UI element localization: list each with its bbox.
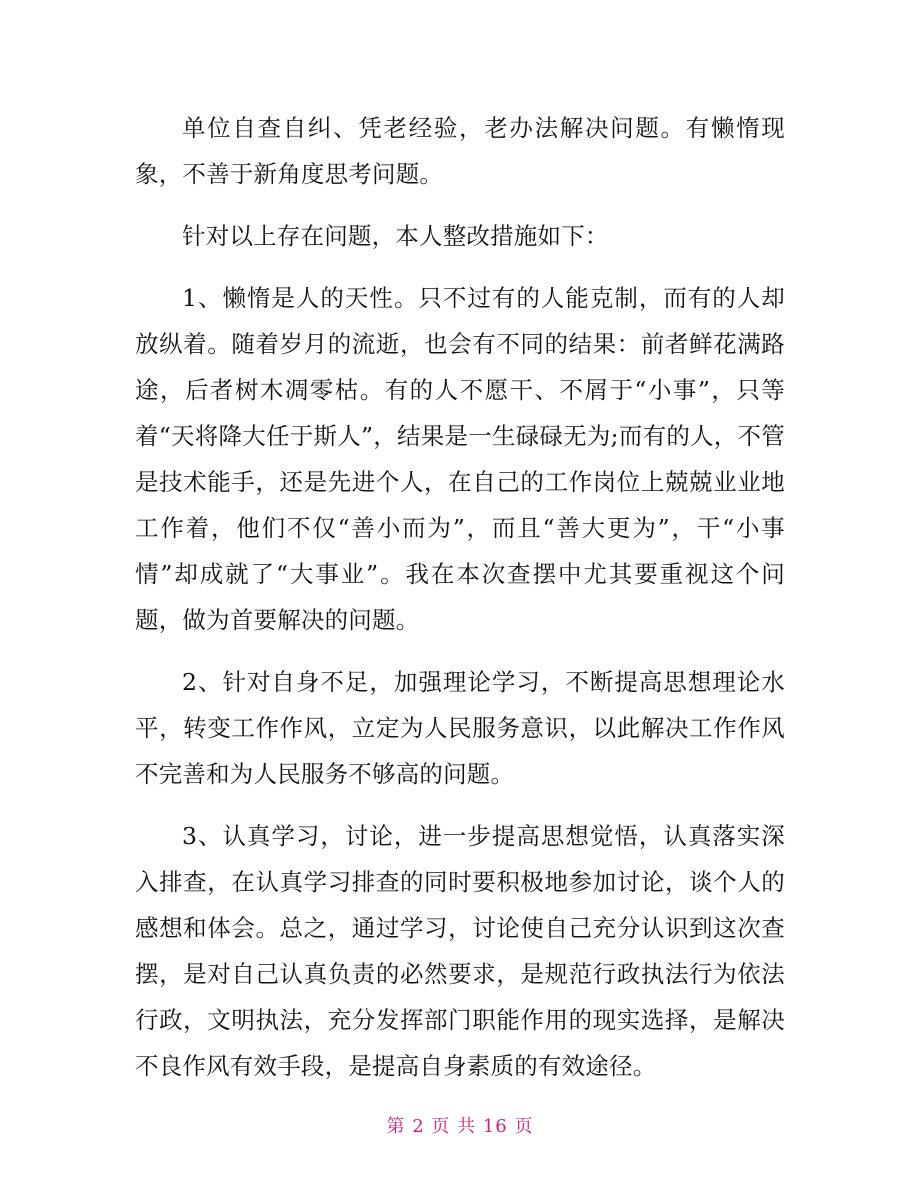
paragraph-intro: 单位自查自纠、凭老经验，老办法解决问题。有懒惰现象，不善于新角度思考问题。 — [135, 114, 785, 188]
paragraph-measure-2: 2、针对自身不足，加强理论学习，不断提高思想理论水平，转变工作作风，立定为人民服务意识，以此解决工作作风不完善和为人民服务不够高的问题。 — [135, 668, 785, 788]
page-number-footer: 第 2 页 共 16 页 — [386, 1116, 534, 1137]
paragraph-measure-3: 3、认真学习，讨论，进一步提高思想觉悟，认真落实深入排查，在认真学习排查的同时要积极地参加讨论，谈个人的感想和体会。总之，通过学习，讨论使自己充分认识到这次查摆，是对自己认真负责的必然要求，是规范行政执法行为依法行政，文明执法，充分发挥部门职能作用的现实选择，是解决不良作风有效手段，是提高自身素质的有效途径。 — [135, 822, 785, 1080]
paragraph-measure-1: 1、懒惰是人的天性。只不过有的人能克制，而有的人却放纵着。随着岁月的流逝，也会有不同的结果：前者鲜花满路途，后者树木凋零枯。有的人不愿干、不屑于“小事”，只等着“天将降大任于斯人”，结果是一生碌碌无为;而有的人，不管是技术能手，还是先进个人，在自己的工作岗位上兢兢业业地工作着，他们不仅“善小而为”，而且“善大更为”，干“小事情”却成就了“大事业”。我在本次查摆中尤其要重视这个问题，做为首要解决的问题。 — [135, 284, 785, 634]
document-body — [135, 105, 785, 1105]
paragraph-measures-heading: 针对以上存在问题，本人整改措施如下： — [182, 222, 609, 250]
